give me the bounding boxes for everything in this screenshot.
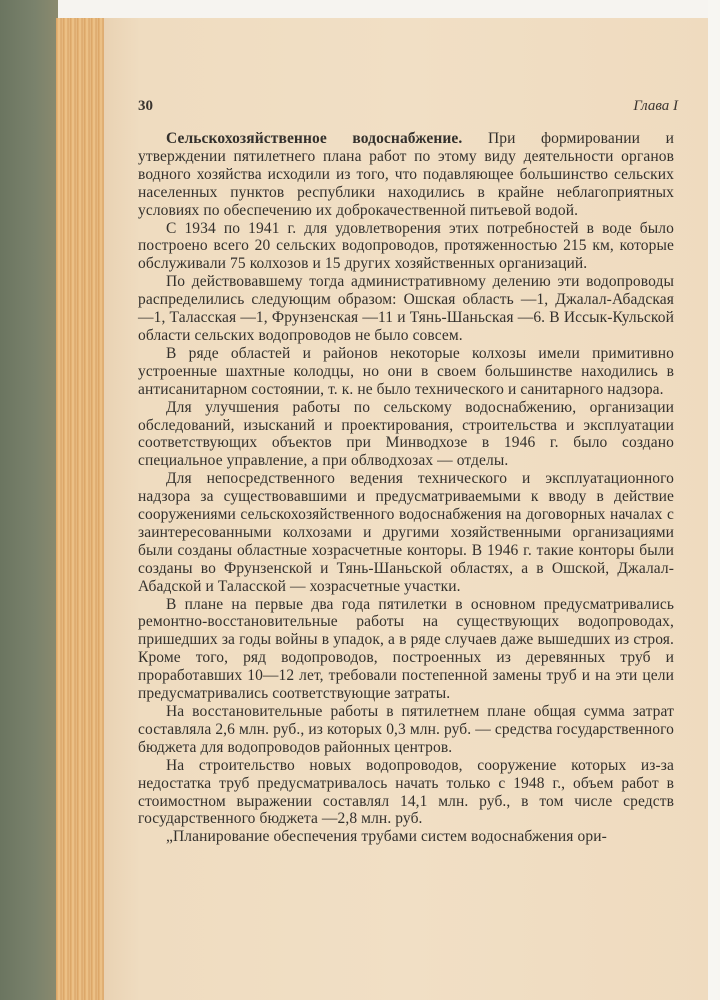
- page-edges: [56, 18, 108, 1000]
- paragraph: С 1934 по 1941 г. для удовлетворения этих потребностей в воде было построено всего 20 сельских водопроводов, протяженностью 215 км, которые обслуживали 75 колхозов и 15 других хозяйственных организаций.: [138, 219, 674, 273]
- paragraph: На строительство новых водопроводов, сооружение которых из-за недостатка труб предусматривалось начать только с 1948 г., объем работ в стоимостном выражении составлял 14,1 млн. руб., в том числе средств государственного бюджета —2,8 млн. руб.: [138, 756, 674, 828]
- scan-border: [708, 0, 720, 1000]
- paragraph: Для непосредственного ведения технического и эксплуатационного надзора за существовавшими и предусматриваемыми к вводу в действие сооружениями сельскохозяйственного водоснабжения на договорных началах с заинтересованными колхозами и другими хозяйственными организациями были созданы областные хозрасчетные конторы. В 1946 г. такие конторы были созданы во Фрунзенской и Тянь-Шаньской областях, а в Ошской, Джалал-Абадской и Таласской — хозрасчетные участки.: [138, 470, 674, 595]
- paragraph: На восстановительные работы в пятилетнем плане общая сумма затрат составляла 2,6 млн. руб., из которых 0,3 млн. руб. — средства государственного бюджета для водопроводов районных центров.: [138, 703, 674, 756]
- scanner-background: [0, 0, 58, 1000]
- paragraph: „Планирование обеспечения трубами систем водоснабжения ори-: [166, 828, 607, 846]
- paragraph: В ряде областей и районов некоторые колхозы имели примитивно устроенные шахтные колодцы, но они в своем большинстве находились в антисанитарном состоянии, т. к. не было технического и санитарного надзора.: [138, 344, 674, 398]
- paragraph: В плане на первые два года пятилетки в основном предусматривались ремонтно-восстановительные работы на существующих водопроводах, пришедших за годы войны в упадок, а в ряде случаев даже вышедших из строя. Кроме того, ряд водопроводов, построенных из деревянных труб и проработавших 10—12 лет, требовали постепенной замены труб и на эти цели предусматривались соответствующие затраты.: [138, 595, 674, 703]
- running-header: [138, 98, 678, 118]
- paragraph: [138, 130, 674, 220]
- page-number: 30: [138, 98, 153, 114]
- section-heading: Сельскохозяйственное водоснабжение.: [166, 130, 463, 147]
- chapter-title: Глава I: [633, 98, 678, 114]
- paragraph: Для улучшения работы по сельскому водоснабжению, организации обследований, изысканий и проектирования, строительства и эксплуатации соответствующих объектов при Минводхозе в 1946 г. было создано специальное управление, а при облводхозах — отделы.: [138, 398, 674, 470]
- paragraph: По действовавшему тогда административному делению эти водопроводы распределились следующим образом: Ошская область —1, Джалал-Абадская —1, Таласская —1, Фрунзенская —11 и Тянь-Шаньская —6. В Иссык-Кульской области сельских водопроводов не было совсем.: [138, 273, 674, 344]
- body-text: [138, 130, 674, 846]
- paragraph-text: При формировании и утверждении пятилетнего плана работ по этому виду деятельности органов водного хозяйства исходили из того, что подавляющее большинство сельских населенных пунктов республики находились в крайне неблагоприятных условиях по обеспечению их доброкачественной питьевой водой.: [138, 130, 674, 219]
